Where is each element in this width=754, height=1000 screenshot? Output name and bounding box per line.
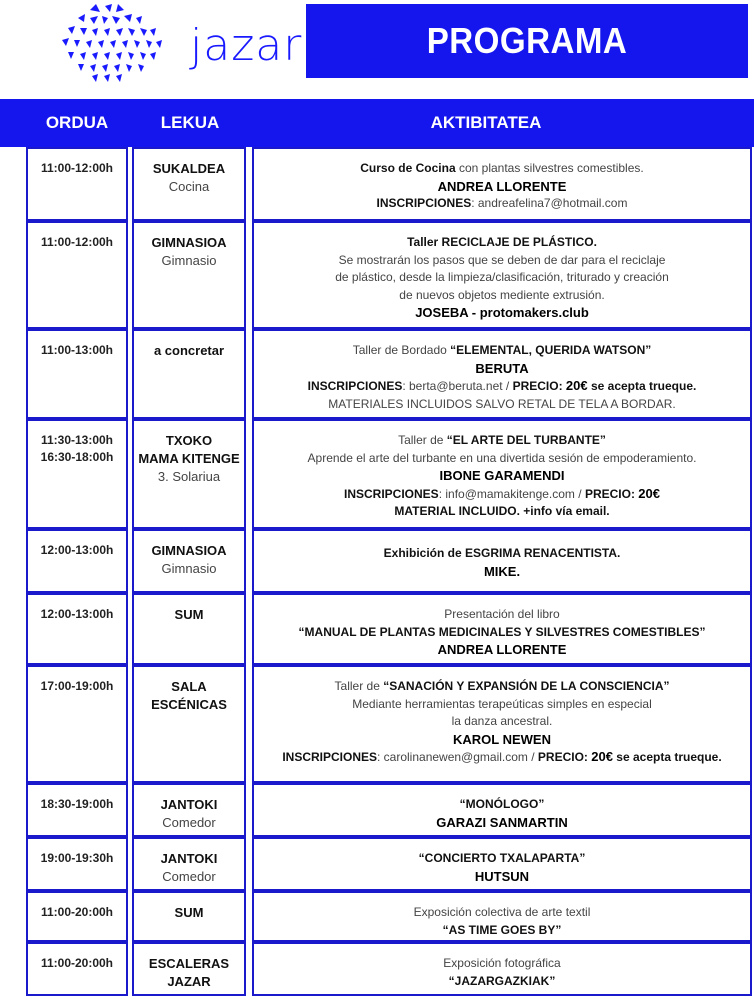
- cell-text: “CONCIERTO TXALAPARTA”: [418, 851, 586, 865]
- cell-text: 11:00-12:00h: [40, 161, 114, 175]
- cell-text: Se mostrarán los pasos que se deben de dar para el reciclaje: [338, 252, 666, 267]
- banner-title: PROGRAMA: [426, 20, 628, 61]
- place-cell: [132, 593, 246, 665]
- cell-text: [254, 342, 750, 360]
- cell-text: 11:00-20:00h: [40, 905, 114, 919]
- table-row: [26, 837, 726, 891]
- table-row: [26, 665, 726, 783]
- cell-text: Comedor: [162, 815, 216, 830]
- place-cell: [132, 529, 246, 593]
- table-row: [26, 783, 726, 837]
- place-cell: [132, 329, 246, 419]
- cell-text: INSCRIPCIONES: [376, 196, 472, 210]
- activity-cell: [252, 221, 752, 329]
- table-row: [26, 419, 726, 529]
- cell-text: “MONÓLOGO”: [459, 797, 545, 811]
- cell-text: 19:00-19:30h: [40, 851, 114, 865]
- cell-text: de plástico, desde la limpieza/clasificación, triturado y creación: [335, 270, 669, 284]
- cell-text: “SANACIÓN Y EXPANSIÓN DE LA CONSCIENCIA”: [383, 679, 670, 693]
- cell-text: ESCÉNICAS: [151, 697, 227, 712]
- cell-text: 17:00-19:00h: [40, 679, 114, 693]
- cell-text: : info@mamakitenge.com /: [438, 486, 585, 501]
- table-row: [26, 329, 726, 419]
- time-cell: [26, 593, 128, 665]
- cell-text: 11:00-13:00h: [40, 343, 114, 357]
- cell-text: JAZAR: [167, 974, 211, 989]
- cell-text: la danza ancestral.: [451, 714, 553, 728]
- cell-text: Exposición colectiva de arte textil: [413, 905, 591, 919]
- cell-text: con plantas silvestres comestibles.: [455, 161, 644, 175]
- cell-text: 16:30-18:00h: [40, 450, 114, 464]
- cell-text: SUM: [174, 905, 204, 920]
- cell-text: Exhibición de ESGRIMA RENACENTISTA.: [383, 546, 621, 560]
- table-header: [0, 99, 754, 147]
- cell-text: 12:00-13:00h: [40, 607, 114, 621]
- header-time: ORDUA: [45, 113, 109, 132]
- cell-text: Curso de Cocina: [360, 161, 456, 175]
- cell-text: Aprende el arte del turbante en una divertida sesión de empoderamiento.: [307, 450, 697, 465]
- time-cell: [26, 665, 128, 783]
- cell-text: “EL ARTE DEL TURBANTE”: [446, 433, 606, 447]
- table-row: [26, 942, 726, 996]
- cell-text: Comedor: [162, 869, 216, 884]
- cell-text: Gimnasio: [161, 561, 217, 576]
- place-cell: [132, 837, 246, 891]
- cell-text: : carolinanewen@gmail.com /: [377, 750, 538, 764]
- cell-text: 11:30-13:00h: [40, 433, 114, 447]
- activity-cell: [252, 529, 752, 593]
- cell-text: BERUTA: [475, 360, 529, 376]
- cell-text: 20€: [565, 378, 588, 393]
- time-cell: [26, 942, 128, 996]
- cell-text: SUM: [174, 607, 204, 622]
- table-row: [26, 593, 726, 665]
- cell-text: Taller RECICLAJE DE PLÁSTICO.: [407, 235, 597, 249]
- activity-cell: [252, 891, 752, 942]
- cell-text: PRECIO:: [512, 379, 566, 393]
- cell-text: a concretar: [153, 343, 225, 358]
- cell-text: 11:00-12:00h: [40, 235, 114, 249]
- cell-text: Presentación del libro: [444, 607, 560, 621]
- cell-text: IBONE GARAMENDI: [439, 468, 565, 483]
- time-cell: [26, 419, 128, 529]
- place-cell: [132, 783, 246, 837]
- time-cell: [26, 221, 128, 329]
- time-cell: [26, 837, 128, 891]
- cell-text: “AS TIME GOES BY”: [442, 922, 562, 937]
- cell-text: MATERIAL INCLUIDO. +info vía email.: [394, 504, 610, 518]
- cell-text: [254, 160, 750, 178]
- cell-text: 20€: [591, 749, 613, 764]
- place-cell: [132, 221, 246, 329]
- cell-text: MAMA KITENGE: [138, 451, 240, 466]
- activity-cell: [252, 147, 752, 221]
- cell-text: [254, 748, 750, 767]
- cell-text: INSCRIPCIONES: [307, 379, 403, 393]
- table-row: [26, 147, 726, 221]
- cell-text: SALA: [171, 679, 207, 694]
- place-cell: [132, 891, 246, 942]
- cell-text: MIKE.: [483, 563, 521, 579]
- cell-text: INSCRIPCIONES: [282, 750, 377, 764]
- programa-banner: [306, 4, 748, 78]
- cell-text: [254, 678, 750, 696]
- cell-text: ANDREA LLORENTE: [437, 178, 567, 194]
- table-row: [26, 891, 726, 942]
- cell-text: GARAZI SANMARTIN: [436, 814, 568, 830]
- cell-text: [254, 485, 750, 504]
- cell-text: [254, 377, 750, 396]
- cell-text: PRECIO:: [584, 486, 639, 501]
- cell-text: PRECIO:: [537, 750, 592, 764]
- cell-text: Taller de: [334, 679, 384, 693]
- time-cell: [26, 783, 128, 837]
- cell-text: KAROL NEWEN: [453, 731, 551, 747]
- cell-text: [254, 195, 750, 213]
- cell-text: Taller de Bordado: [352, 343, 451, 357]
- cell-text: se acepta trueque.: [587, 379, 697, 393]
- cell-text: “JAZARGAZKIAK”: [448, 973, 556, 988]
- cell-text: 3. Solariua: [157, 469, 221, 484]
- cell-text: Taller de: [398, 433, 447, 447]
- cell-text: 20€: [638, 485, 660, 501]
- cell-text: : berta@beruta.net /: [402, 379, 513, 393]
- cell-text: JOSEBA - protomakers.club: [415, 305, 589, 320]
- cell-text: Gimnasio: [161, 253, 217, 268]
- activity-cell: [252, 942, 752, 996]
- time-cell: [26, 329, 128, 419]
- brand-name: jazar: [190, 20, 303, 71]
- cell-text: [254, 432, 750, 450]
- cell-text: JANTOKI: [160, 851, 218, 866]
- cell-text: GIMNASIOA: [151, 543, 227, 558]
- activity-cell: [252, 783, 752, 837]
- activity-cell: [252, 419, 752, 529]
- cell-text: 18:30-19:00h: [40, 797, 114, 811]
- cell-text: Mediante herramientas terapeúticas simples en especial: [352, 696, 652, 711]
- triangle-pattern-icon: [50, 4, 180, 84]
- jazar-logo: [50, 4, 303, 84]
- cell-text: 12:00-13:00h: [40, 543, 114, 557]
- cell-text: ESCALERAS: [148, 956, 230, 971]
- table-row: [26, 221, 726, 329]
- cell-text: se acepta trueque.: [612, 750, 722, 764]
- time-cell: [26, 147, 128, 221]
- cell-text: 11:00-20:00h: [40, 956, 114, 970]
- cell-text: Cocina: [168, 179, 210, 194]
- place-cell: [132, 147, 246, 221]
- cell-text: Exposición fotográfica: [443, 956, 561, 970]
- activity-cell: [252, 665, 752, 783]
- header-activity: AKTIBITATEA: [430, 113, 542, 132]
- cell-text: “ELEMENTAL, QUERIDA WATSON”: [450, 343, 652, 357]
- activity-cell: [252, 329, 752, 419]
- cell-text: TXOKO: [165, 433, 213, 448]
- cell-text: GIMNASIOA: [151, 235, 227, 250]
- cell-text: HUTSUN: [474, 868, 530, 884]
- header-place: LEKUA: [160, 113, 220, 132]
- cell-text: MATERIALES INCLUIDOS SALVO RETAL DE TELA A BORDAR.: [328, 396, 676, 411]
- cell-text: “MANUAL DE PLANTAS MEDICINALES Y SILVESTRES COMESTIBLES”: [298, 624, 706, 639]
- table-row: [26, 529, 726, 593]
- place-cell: [132, 419, 246, 529]
- activity-cell: [252, 837, 752, 891]
- cell-text: : andreafelina7@hotmail.com: [471, 196, 628, 210]
- time-cell: [26, 891, 128, 942]
- cell-text: ANDREA LLORENTE: [437, 642, 567, 657]
- activity-cell: [252, 593, 752, 665]
- place-cell: [132, 942, 246, 996]
- cell-text: JANTOKI: [160, 797, 218, 812]
- place-cell: [132, 665, 246, 783]
- cell-text: de nuevos objetos mediente extrusión.: [399, 287, 605, 302]
- cell-text: SUKALDEA: [152, 161, 226, 176]
- cell-text: INSCRIPCIONES: [344, 486, 439, 501]
- time-cell: [26, 529, 128, 593]
